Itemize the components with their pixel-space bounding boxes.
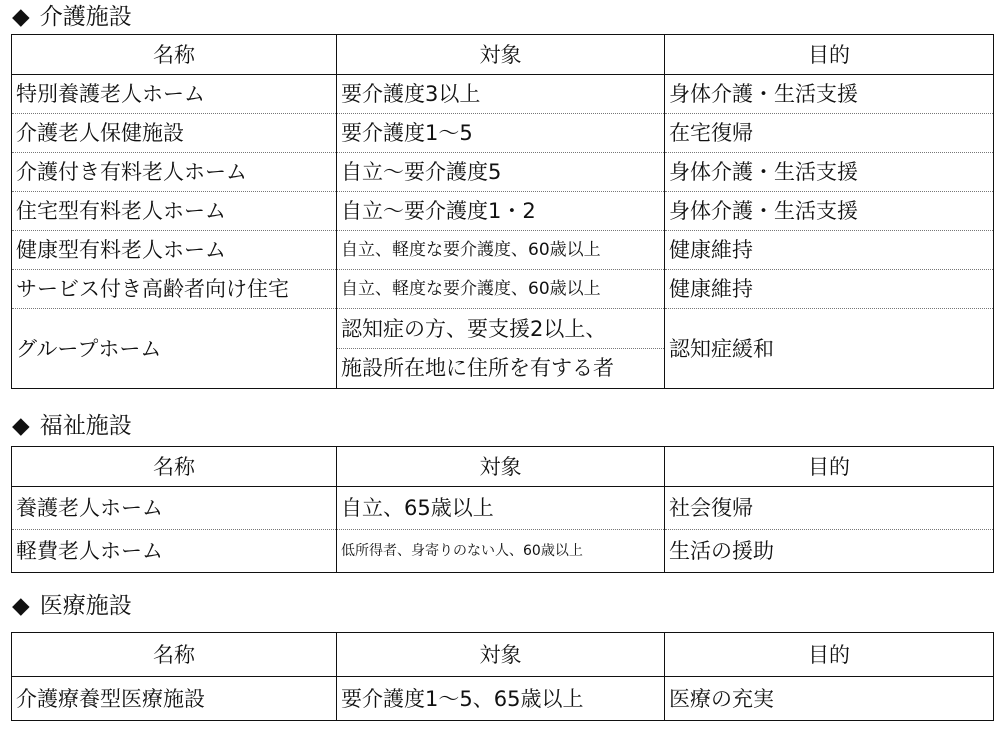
facility-name-cell: 特別養護老人ホーム [12, 75, 337, 114]
column-header-target: 対象 [337, 447, 665, 487]
purpose-cell: 社会復帰 [665, 487, 994, 530]
purpose-cell: 生活の援助 [665, 530, 994, 573]
target-line-1: 認知症の方、要支援2以上、 [341, 317, 607, 341]
column-header-purpose: 目的 [665, 35, 994, 75]
facility-name-cell: 健康型有料老人ホーム [12, 231, 337, 270]
table-header-row [12, 633, 994, 677]
table-row [12, 487, 994, 530]
facility-name-cell: グループホーム [12, 309, 337, 389]
column-header-target: 対象 [337, 633, 665, 677]
target-cell: 自立、軽度な要介護度、60歳以上 [337, 270, 665, 309]
diamond-bullet-icon: ◆ [12, 4, 30, 30]
facility-name-cell: 介護付き有料老人ホーム [12, 153, 337, 192]
table-row [12, 270, 994, 309]
purpose-cell: 身体介護・生活支援 [665, 192, 994, 231]
target-cell: 要介護度3以上 [337, 75, 665, 114]
welfare-facilities-table [11, 446, 994, 573]
purpose-cell: 医療の充実 [665, 677, 994, 721]
purpose-cell: 身体介護・生活支援 [665, 75, 994, 114]
facility-name-cell: 養護老人ホーム [12, 487, 337, 530]
section-title-medical-facilities [12, 591, 132, 621]
target-cell [337, 309, 665, 389]
table-row [12, 231, 994, 270]
purpose-cell: 健康維持 [665, 270, 994, 309]
target-cell: 自立～要介護度1・2 [337, 192, 665, 231]
facility-name-cell: 介護老人保健施設 [12, 114, 337, 153]
table-row [12, 75, 994, 114]
table-header-row [12, 447, 994, 487]
target-line-2: 施設所在地に住所を有する者 [337, 348, 664, 387]
target-cell: 自立～要介護度5 [337, 153, 665, 192]
target-cell: 自立、65歳以上 [337, 487, 665, 530]
purpose-cell: 認知症緩和 [665, 309, 994, 389]
column-header-name: 名称 [12, 35, 337, 75]
facility-name-cell: 軽費老人ホーム [12, 530, 337, 573]
column-header-target: 対象 [337, 35, 665, 75]
column-header-name: 名称 [12, 447, 337, 487]
section-title-text: 介護施設 [39, 4, 132, 30]
column-header-name: 名称 [12, 633, 337, 677]
target-cell: 要介護度1～5 [337, 114, 665, 153]
section-title-welfare-facilities [12, 411, 132, 441]
table-header-row [12, 35, 994, 75]
target-cell: 自立、軽度な要介護度、60歳以上 [337, 231, 665, 270]
medical-facilities-table [11, 632, 994, 721]
table-row [12, 309, 994, 389]
table-row [12, 677, 994, 721]
column-header-purpose: 目的 [665, 447, 994, 487]
nursing-facilities-table [11, 34, 994, 389]
section-title-nursing-facilities [12, 2, 132, 32]
table-row [12, 192, 994, 231]
diamond-bullet-icon: ◆ [12, 593, 30, 619]
purpose-cell: 身体介護・生活支援 [665, 153, 994, 192]
table-row [12, 530, 994, 573]
section-title-text: 医療施設 [39, 593, 132, 619]
table-row [12, 153, 994, 192]
diamond-bullet-icon: ◆ [12, 413, 30, 439]
table-row [12, 114, 994, 153]
purpose-cell: 在宅復帰 [665, 114, 994, 153]
column-header-purpose: 目的 [665, 633, 994, 677]
facility-name-cell: 介護療養型医療施設 [12, 677, 337, 721]
target-cell: 要介護度1～5、65歳以上 [337, 677, 665, 721]
section-title-text: 福祉施設 [39, 413, 132, 439]
target-cell: 低所得者、身寄りのない人、60歳以上 [337, 530, 665, 573]
purpose-cell: 健康維持 [665, 231, 994, 270]
facility-name-cell: 住宅型有料老人ホーム [12, 192, 337, 231]
facility-name-cell: サービス付き高齢者向け住宅 [12, 270, 337, 309]
